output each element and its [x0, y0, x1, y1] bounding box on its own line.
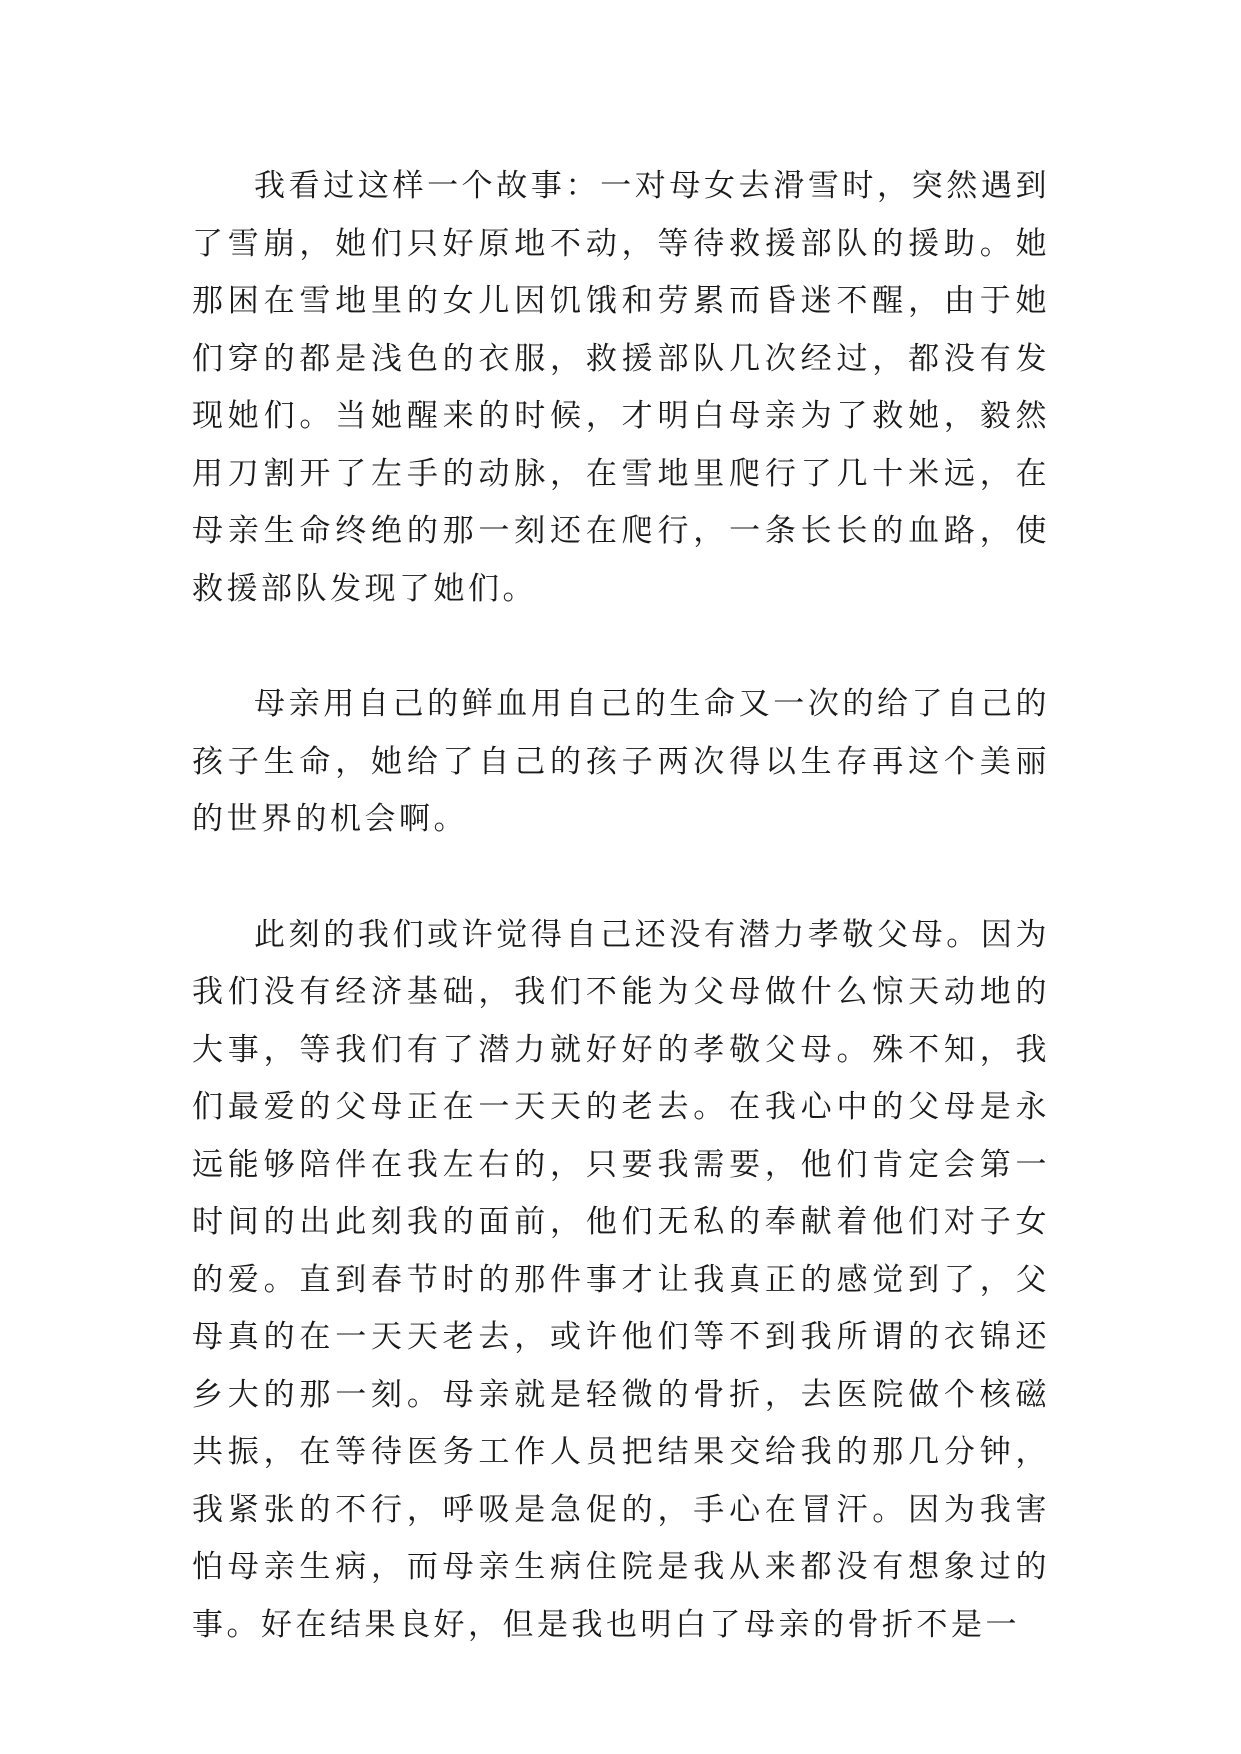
paragraph-filial-piety: 此刻的我们或许觉得自己还没有潜力孝敬父母。因为我们没有经济基础，我们不能为父母做什么惊天动地的大事，等我们有了潜力就好好的孝敬父母。殊不知，我们最爱的父母正在一天天的老去。在我心中的父母是永远能够陪伴在我左右的，只要我需要，他们肯定会第一时间的出此刻我的面前，他们无私的奉献着他们对子女的爱。直到春节时的那件事才让我真正的感觉到了，父母真的在一天天老去，或许他们等不到我所谓的衣锦还乡大的那一刻。母亲就是轻微的骨折，去医院做个核磁共振，在等待医务工作人员把结果交给我的那几分钟，我紧张的不行，呼吸是急促的，手心在冒汗。因为我害怕母亲生病，而母亲生病住院是我从来都没有想象过的事。好在结果良好，但是我也明白了母亲的骨折不是一 [192, 916, 1050, 1643]
paragraph-story: 我看过这样一个故事：一对母女去滑雪时，突然遇到了雪崩，她们只好原地不动，等待救援部队的援助。她那困在雪地里的女儿因饥饿和劳累而昏迷不醒，由于她们穿的都是浅色的衣服，救援部队几次经过，都没有发现她们。当她醒来的时候，才明白母亲为了救她，毅然用刀割开了左手的动脉，在雪地里爬行了几十米远，在母亲生命终绝的那一刻还在爬行，一条长长的血路，使救援部队发现了她们。 [192, 168, 1050, 607]
paragraph-mother-sacrifice: 母亲用自己的鲜血用自己的生命又一次的给了自己的孩子生命，她给了自己的孩子两次得以生存再这个美丽的世界的机会啊。 [192, 686, 1050, 837]
document-body [192, 158, 1050, 1654]
